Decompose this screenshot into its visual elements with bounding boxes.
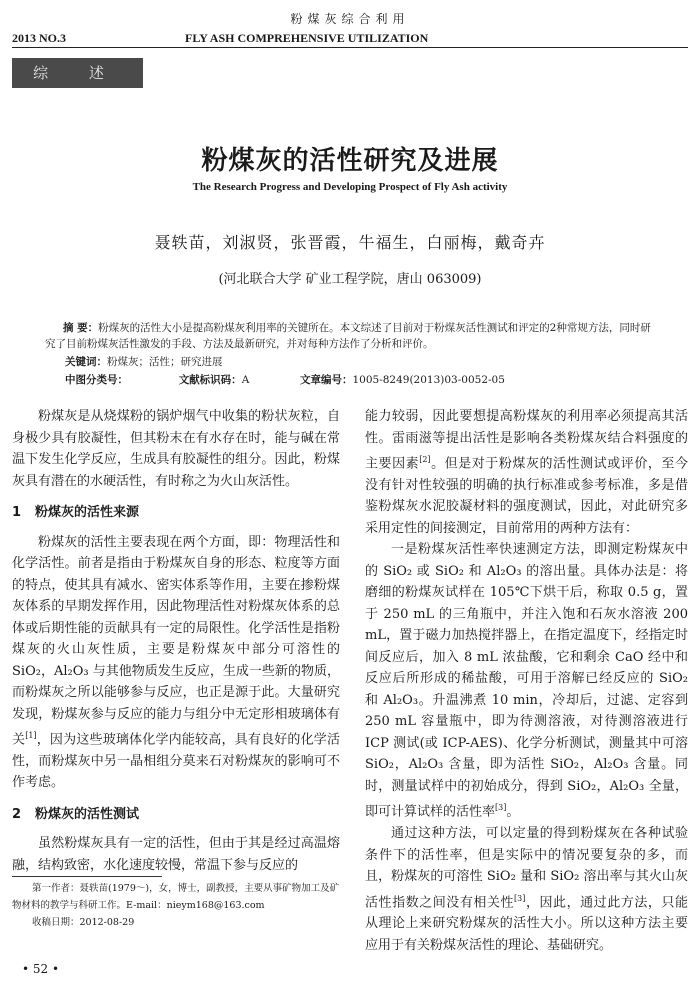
clc-label: 中图分类号： [65, 374, 128, 386]
body-column-left [12, 406, 340, 876]
section-number-2: 2 [12, 806, 22, 822]
article-no-label: 文章编号： [299, 374, 353, 386]
received-date: 收稿日期：2012-08-29 [32, 917, 135, 928]
doc-code-label: 文献标识码： [178, 374, 242, 386]
section-1-text-end: ，因为这些玻璃体化学内能较高，具有良好的化学活性，而粉煤灰中另一晶相组分莫来石对粉煤灰的影响可不作考虑。 [12, 732, 340, 791]
abstract-text: 粉煤灰的活性大小是提高粉煤灰利用率的关键所在。本文综述了目前对于粉煤灰活性测试和评定的2种常规方法，同时研究了目前粉煤灰活性激发的手段、方法及最新研究，并对每种方法作了分析和评价。 [45, 322, 651, 350]
section-2-paragraph: 虽然粉煤灰具有一定的活性，但由于其是经过高温熔融，结构致密，水化速度较慢，常温下参与反应的 [12, 836, 340, 873]
intro-paragraph: 粉煤灰是从烧煤粉的锅炉烟气中收集的粉状灰粒，自身极少具有胶凝性，但其粉末在有水存在时，能与碱在常温下发生化学反应，生成具有胶凝性的组分。因此，粉煤灰具有潜在的水硬活性，有时称之为火山灰活性。 [12, 409, 340, 489]
article-english-title: The Research Progress and Developing Prospect of Fly Ash activity [192, 181, 508, 193]
footnote [12, 880, 342, 931]
right-paragraph-2-text: 一是粉煤灰活性率快速测定方法，即测定粉煤灰中的 SiO₂ 或 SiO₂ 和 Al₂O₃ 的溶出量。具体办法是：将磨细的粉煤灰试样在 105℃下烘干后，称取 0.5 g，置于 250 mL 的三角瓶中，并注入饱和石灰水溶液 200 mL，置于磁力加热搅拌器上，在指定温度下，经指定时间反应后，加入 8 mL 浓盐酸，它和剩余 CaO 经中和反应后所形成的稀盐酸，可用于溶解已经反应的 SiO₂ 和 Al₂O₃。升温沸煮 10 min，冷却后，过滤、定容到 250 mL 容量瓶中，即为待测溶液，对待测溶液进行 ICP 测试(或 ICP-AES)、化学分析测试，测量其中可溶 SiO₂，Al₂O₃ 含量，即为活性 SiO₂，Al₂O₃ 含量。同时，测量试样中的初始成分，得到 SiO₂，Al₂O₃ 全量，即可计算试样的活性率 [365, 542, 688, 820]
header-rule [12, 47, 688, 48]
section-1-paragraph [12, 532, 340, 794]
citation-2: [2] [419, 455, 431, 464]
authors: 聂轶苗，刘淑贤，张晋霞，牛福生，白丽梅，戴奇卉 [154, 233, 546, 252]
right-paragraph-3 [365, 823, 688, 956]
section-title-1: 粉煤灰的活性来源 [35, 505, 140, 520]
section-title-2: 粉煤灰的活性测试 [35, 806, 140, 822]
page-number: • 52 • [22, 962, 60, 976]
right-paragraph-3-text: 通过这种方法，可以定量的得到粉煤灰在各种试验条件下的活性率，但是实际中的情况要复杂的多，而且，粉煤灰的可溶性 SiO₂ 量和 SiO₂ 溶出率与其火山灰活性指数之间没有相关性 [365, 826, 688, 910]
affiliation: (河北联合大学 矿业工程学院，唐山 063009) [218, 272, 482, 287]
right-paragraph-3-text-end: ，因此，通过此方法，只能从理论上来研究粉煤灰的活性大小。所以这种方法主要应用于有关粉煤灰活性的理论、基础研究。 [365, 894, 688, 953]
citation-1: [1] [25, 731, 37, 740]
keywords-label: 关键词： [65, 356, 107, 368]
abstract [45, 320, 660, 352]
right-paragraph-1 [365, 406, 688, 539]
citation-3: [3] [495, 803, 507, 813]
classification-line [65, 372, 505, 388]
right-paragraph-2 [365, 539, 688, 823]
section-heading-2 [12, 804, 340, 826]
body-column-right [365, 406, 688, 956]
keywords [65, 354, 223, 370]
section-tag: 综 述 [12, 58, 143, 88]
journal-chinese-title: 粉煤灰综合利用 [290, 12, 410, 26]
citation-3b: [3] [514, 893, 526, 903]
right-paragraph-1-text: 能力较弱，因此要想提高粉煤灰的利用率必须提高其活性。雷雨滋等提出活性是影响各类粉煤灰结合料强度的主要因素 [365, 409, 688, 472]
journal-english-title: FLY ASH COMPREHENSIVE UTILIZATION [185, 31, 429, 45]
keywords-text: 粉煤灰；活性；研究进展 [107, 356, 223, 368]
section-number-1: 1 [12, 505, 22, 520]
article-no-value: 1005-8249(2013)03-0052-05 [352, 374, 505, 386]
author-info: 第一作者：聂轶苗(1979～)，女，博士，副教授，主要从事矿物加工及矿物材料的教学与科研工作。E-mail：nieym168@163.com [12, 883, 340, 911]
issue-number: 2013 NO.3 [12, 31, 66, 45]
section-heading-1 [12, 502, 340, 524]
article-title: 粉煤灰的活性研究及进展 [201, 146, 499, 176]
doc-code-value: A [241, 374, 250, 386]
right-paragraph-1-text-end: 。但是对于粉煤灰的活性测试或评价，至今没有针对性较强的明确的执行标准或参考标准，多是借鉴粉煤灰水泥胶凝材料的强度测试，因此，对此研究多采用定性的间接测定，目前常用的两种方法有： [365, 456, 688, 536]
right-paragraph-2-end: 。 [506, 804, 520, 820]
footnote-rule [12, 876, 162, 877]
abstract-label: 摘 要： [63, 322, 99, 334]
section-1-text: 粉煤灰的活性主要表现在两个方面，即：物理活性和化学活性。前者是指由于粉煤灰自身的形态、粒度等方面的特点，使其具有减水、密实体系等作用，主要在掺粉煤灰体系的早期发挥作用，因此物理活性对粉煤灰体系的总体或后期性能的贡献具有一定的局限性。化学活性是指粉煤灰的火山灰性质，主要是粉煤灰中部分可溶性的 SiO₂，Al₂O₃ 与其他物质发生反应，生成一些新的物质，而粉煤灰之所以能够参与反应，也正是源于此。大量研究发现，粉煤灰参与反应的能力与组分中无定形相玻璃体有关 [12, 534, 340, 748]
